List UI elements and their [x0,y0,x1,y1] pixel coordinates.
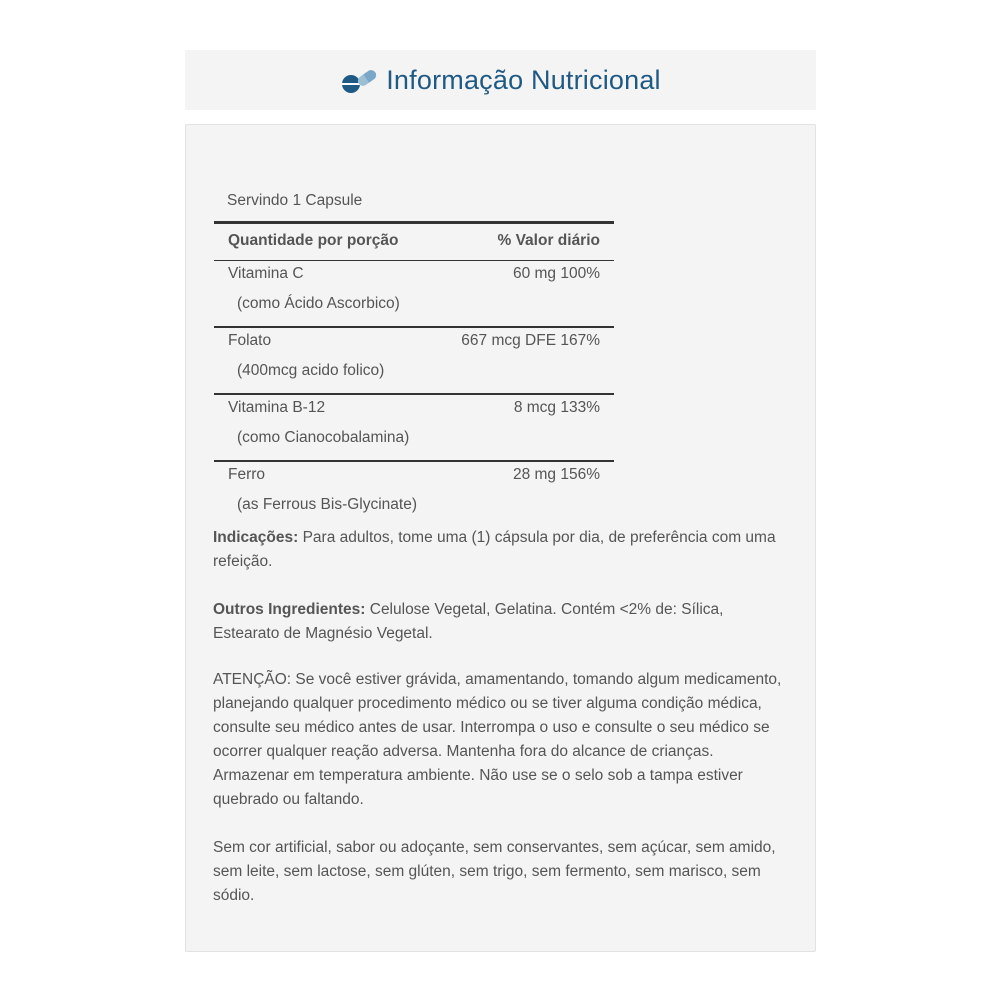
nutrient-value: 60 mg 100% [512,265,600,282]
nutrient-source: (como Ácido Ascorbico) [237,295,400,312]
nutrient-name: Ferro [228,466,266,483]
table-row [214,328,614,395]
ingredients-text: Celulose Vegetal, Gelatina. Contém <2% de: Sílica, Estearato de Magnésio Vegetal. [213,601,724,642]
nutrient-source: (as Ferrous Bis-Glycinate) [237,496,418,513]
table-row [214,462,614,527]
nutrient-source: (como Cianocobalamina) [237,429,410,446]
page-title: Informação Nutricional [386,64,661,95]
indications-text: Para adultos, tome uma (1) cápsula por dia, de preferência com uma refeição. [213,529,776,570]
pill-capsule-icon [340,66,378,96]
ingredients-label: Outros Ingredientes: [213,601,366,618]
nutrient-name: Folato [228,332,272,349]
ingredients-paragraph [213,598,793,646]
nutrient-name: Vitamina B-12 [228,399,326,416]
serving-size: Servindo 1 Capsule [227,192,363,209]
nutrition-panel [185,124,816,952]
warning-paragraph: ATENÇÃO: Se você estiver grávida, amamentando, tomando algum medicamento, planejando qualquer procedimento médico ou se tiver alguma condição médica, consulte seu médico antes de usar. Interrompa o uso e consulte o seu médico se ocorrer qualquer reação adversa. Mantenha fora do alcance de crianças. Armazenar em temperatura ambiente. Não use se o selo sob a tampa estiver quebrado ou faltando. [213,671,782,808]
free-from-paragraph: Sem cor artificial, sabor ou adoçante, sem conservantes, sem açúcar, sem amido, sem leite, sem lactose, sem glúten, sem trigo, sem fermento, sem marisco, sem sódio. [213,839,776,904]
column-amount-header: Quantidade por porção [228,232,399,249]
nutrient-name: Vitamina C [228,265,304,282]
header-bar [185,50,816,110]
column-daily-value-header: % Valor diário [497,232,600,249]
table-row [214,261,614,328]
nutrition-facts-table [214,221,614,527]
nutrient-value: 28 mg 156% [512,466,600,483]
indications-paragraph [213,526,793,574]
facts-header [214,224,614,261]
indications-label: Indicações: [213,529,299,546]
table-row [214,395,614,462]
nutrient-source: (400mcg acido folico) [237,362,385,379]
nutrient-value: 8 mcg 133% [513,399,600,416]
nutrient-value: 667 mcg DFE 167% [461,332,600,349]
